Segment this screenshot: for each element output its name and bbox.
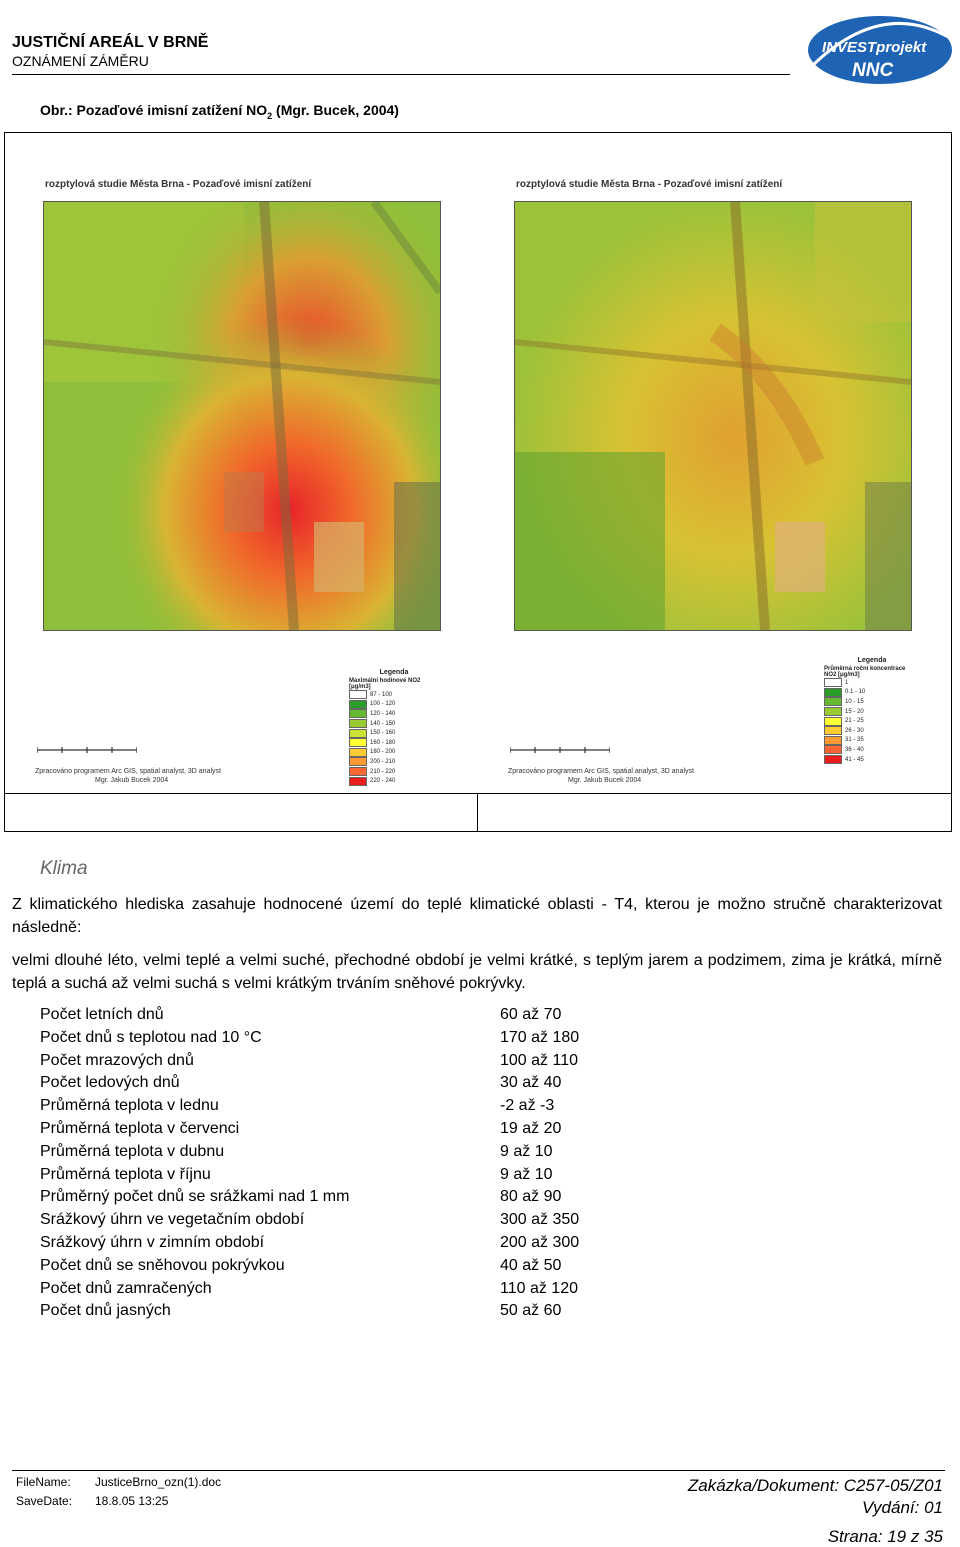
climate-label: Počet dnů jasných — [40, 1302, 171, 1320]
climate-label: Počet dnů s teplotou nad 10 °C — [40, 1028, 262, 1046]
legend-entry — [349, 738, 439, 748]
climate-row — [40, 1052, 640, 1075]
climate-value: 300 až 350 — [500, 1211, 580, 1229]
legend-label: 87 - 100 — [370, 691, 393, 698]
climate-row — [40, 1006, 640, 1029]
legend-swatch — [349, 719, 367, 728]
legend-label: 180 - 200 — [370, 749, 396, 756]
logo-text-bottom: NNC — [852, 60, 894, 81]
climate-row — [40, 1302, 640, 1325]
map-title: rozptylová studie Města Brna - Pozaďové imisní zatížení — [45, 179, 312, 190]
legend-swatch — [824, 755, 842, 764]
legend-entry — [824, 736, 920, 746]
climate-label: Počet dnů zamračených — [40, 1279, 212, 1297]
paragraph-description: velmi dlouhé léto, velmi teplé a velmi suché, přechodné období je velmi krátké, s teplým jarem a podzimem, zima je krátká, mírně teplá a suchá až velmi suchá s velmi krátkým trváním sněhové pokrývky. — [12, 952, 942, 992]
legend-label: 31 - 35 — [845, 737, 864, 744]
legend-label: 36 - 40 — [845, 746, 864, 753]
legend-swatch — [824, 736, 842, 745]
legend-entry — [349, 776, 439, 786]
legend-label: 10 - 15 — [845, 698, 864, 705]
paragraph-intro: Z klimatického hlediska zasahuje hodnocené území do teplé klimatické oblasti - T4, kterou je možno stručně charakterizovat následně: — [12, 896, 942, 936]
header-rule — [12, 74, 790, 75]
footer-rule — [12, 1470, 945, 1471]
footer-savedate-label: SaveDate: — [16, 1494, 73, 1508]
footer-filename: JusticeBrno_ozn(1).doc — [95, 1475, 222, 1489]
document-subtitle: OZNÁMENÍ ZÁMĚRU — [12, 53, 149, 69]
legend-label: 220 - 240 — [370, 778, 396, 785]
climate-row — [40, 1029, 640, 1052]
legend-label: 200 - 210 — [370, 758, 396, 765]
footer-savedate: 18.8.05 13:25 — [95, 1494, 169, 1508]
legend-swatch — [349, 748, 367, 757]
map-image — [515, 202, 911, 630]
climate-value: 50 až 60 — [500, 1302, 562, 1320]
legend-entry — [349, 748, 439, 758]
legend-swatch — [824, 717, 842, 726]
legend-label: 0.1 - 10 — [845, 689, 866, 696]
climate-value: 60 až 70 — [500, 1006, 562, 1023]
climate-label: Srážkový úhrn v zimním období — [40, 1233, 265, 1251]
legend-label: 100 - 120 — [370, 701, 396, 708]
legend-label: 26 - 30 — [845, 727, 864, 734]
legend-entry — [349, 728, 439, 738]
climate-row — [40, 1074, 640, 1097]
legend-swatch — [349, 709, 367, 718]
footer-zakazka: Zakázka/Dokument: C257-05/Z01 — [687, 1476, 943, 1495]
climate-row — [40, 1280, 640, 1303]
legend-entry — [824, 745, 920, 755]
climate-label: Počet letních dnů — [40, 1006, 164, 1023]
climate-value: 9 až 10 — [500, 1165, 553, 1183]
climate-label: Průměrná teplota v lednu — [40, 1097, 219, 1115]
legend-label: 1 — [845, 679, 849, 686]
legend-label: 150 - 160 — [370, 730, 396, 737]
map-credit: Zpracováno programem Arc GIS, spatial analyst, 3D analyst Mgr. Jakub Bucek 2004 — [508, 768, 694, 784]
legend-swatch — [349, 738, 367, 747]
legend-swatch — [824, 745, 842, 754]
climate-row — [40, 1234, 640, 1257]
legend-label: 15 - 20 — [845, 708, 864, 715]
legend-entry — [824, 716, 920, 726]
logo-text-top: INVESTprojekt — [822, 39, 927, 56]
climate-label: Průměrný počet dnů se srážkami nad 1 mm — [40, 1188, 350, 1206]
climate-value: 110 až 120 — [500, 1279, 578, 1297]
legend-swatch — [349, 700, 367, 709]
map-panel-right — [478, 133, 948, 793]
climate-label: Srážkový úhrn ve vegetačním období — [40, 1211, 305, 1229]
legend-swatch — [824, 688, 842, 697]
climate-row — [40, 1257, 640, 1280]
climate-table — [40, 1006, 640, 1325]
legend-swatch — [349, 690, 367, 699]
map-credit: Zpracováno programem Arc GIS, spatial analyst, 3D analyst Mgr. Jakub Bucek 2004 — [35, 768, 221, 784]
map-legend: Legenda Maximální hodinové NO2 [μg/m3] 87 - 100 100 - 120 120 - 140 140 - 150 150 - 160 160 - 180 180 - 200 200 - 210 210 - 220 220 - 240 — [349, 669, 439, 786]
climate-row — [40, 1097, 640, 1120]
climate-label: Počet ledových dnů — [40, 1074, 180, 1092]
climate-row — [40, 1188, 640, 1211]
legend-label: 140 - 150 — [370, 720, 396, 727]
legend-entry — [349, 690, 439, 700]
legend-swatch — [349, 777, 367, 786]
climate-row — [40, 1143, 640, 1166]
climate-value: 100 až 110 — [500, 1051, 578, 1069]
climate-row — [40, 1211, 640, 1234]
legend-entry — [349, 767, 439, 777]
climate-row — [40, 1120, 640, 1143]
climate-value: 170 až 180 — [500, 1028, 580, 1046]
footer-filename-label: FileName: — [16, 1475, 71, 1489]
climate-value: 200 až 300 — [500, 1233, 580, 1251]
climate-value: 19 až 20 — [500, 1119, 562, 1137]
legend-entry — [824, 697, 920, 707]
climate-label: Průměrná teplota v dubnu — [40, 1142, 225, 1160]
legend-swatch — [349, 767, 367, 776]
climate-row — [40, 1166, 640, 1189]
legend-swatch — [349, 729, 367, 738]
legend-entry — [349, 719, 439, 729]
pollution-map-max-hourly — [43, 201, 441, 631]
legend-swatch — [824, 678, 842, 687]
section-title: Klima — [40, 858, 88, 879]
footer-vydani: Vydání: 01 — [862, 1498, 943, 1517]
climate-label: Průměrná teplota v červenci — [40, 1119, 240, 1137]
figure-frame — [4, 132, 952, 832]
climate-value: 30 až 40 — [500, 1074, 562, 1092]
legend-entry — [824, 755, 920, 765]
legend-swatch — [824, 726, 842, 735]
document-title: JUSTIČNÍ AREÁL V BRNĚ — [12, 34, 209, 51]
legend-label: 41 - 45 — [845, 756, 864, 763]
climate-value: 80 až 90 — [500, 1188, 562, 1206]
climate-value: -2 až -3 — [500, 1097, 555, 1115]
map-panel-left — [5, 133, 475, 793]
figure-divider-vertical — [477, 793, 478, 831]
legend-entry — [349, 757, 439, 767]
legend-label: 120 - 140 — [370, 710, 396, 717]
climate-label: Počet dnů se sněhovou pokrývkou — [40, 1256, 285, 1274]
figure-caption: Obr.: Pozaďové imisní zatížení $NO_2$ (Mgr. Bucek, 2004) — [40, 102, 399, 121]
figure-divider-horizontal — [5, 793, 951, 794]
legend-label: 160 - 180 — [370, 739, 396, 746]
investprojekt-logo — [800, 8, 955, 88]
map-image — [44, 202, 440, 630]
legend-label: 210 - 220 — [370, 768, 396, 775]
pollution-map-annual-mean — [514, 201, 912, 631]
legend-label: 21 - 25 — [845, 718, 864, 725]
legend-entry — [824, 678, 920, 688]
scale-bar — [510, 745, 610, 755]
legend-swatch — [824, 697, 842, 706]
climate-label: Počet mrazových dnů — [40, 1051, 194, 1069]
map-title: rozptylová studie Města Brna - Pozaďové imisní zatížení — [516, 179, 783, 190]
legend-entry — [349, 709, 439, 719]
legend-swatch — [824, 707, 842, 716]
climate-value: 40 až 50 — [500, 1256, 562, 1274]
footer-page-number: Strana: 19 z 35 — [827, 1527, 943, 1546]
legend-entry — [824, 707, 920, 717]
legend-swatch — [349, 757, 367, 766]
climate-value: 9 až 10 — [500, 1142, 553, 1160]
scale-bar — [37, 745, 137, 755]
legend-entry — [824, 688, 920, 698]
legend-entry — [824, 726, 920, 736]
map-legend: Legenda Průměrná roční koncentrace NO2 [μg/m3] 1 0.1 - 10 10 - 15 15 - 20 21 - 25 26 - 30 31 - 35 36 - 40 41 - 45 — [824, 657, 920, 764]
climate-label: Průměrná teplota v říjnu — [40, 1165, 211, 1183]
legend-entry — [349, 700, 439, 710]
